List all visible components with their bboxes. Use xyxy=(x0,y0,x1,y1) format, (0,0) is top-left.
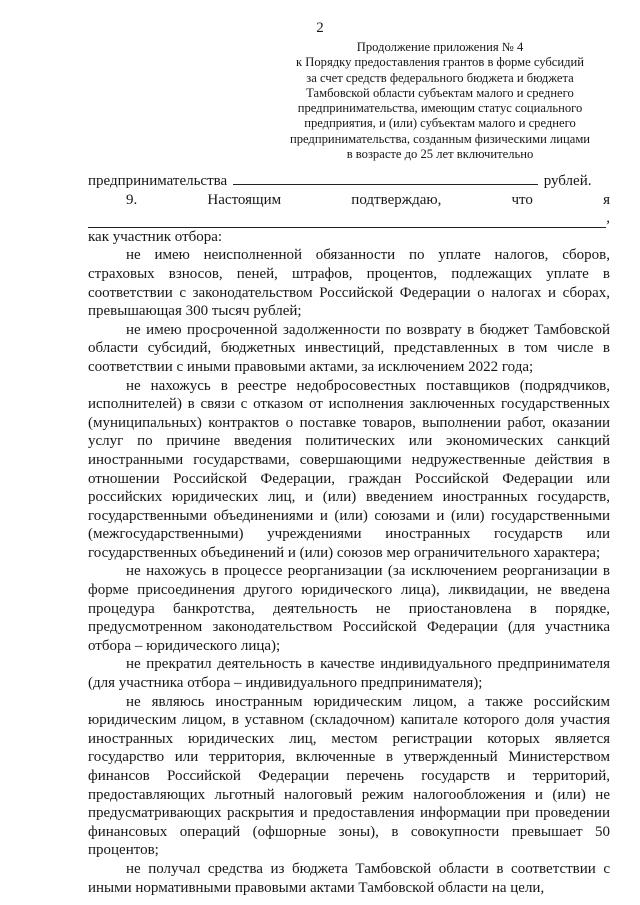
amount-blank-field xyxy=(233,172,538,185)
paragraph-foreign-entity: не являюсь иностранным юридическим лицом, а также российским юридическим лицом, в уставном (складочном) капитале которого доля участия иностранных юридических лиц, местом регистрации которых является государство или территория, включенные в утвержденный Министерством финансов Российской Федерации перечень государств и территорий, предоставляющих льготный налоговый режим налогообложения и (или) не предусматривающих раскрытия и предоставления информации при проведении финансовых операций (офшорные зоны), в совокупности превышает 50 процентов; xyxy=(88,693,610,859)
blank-comma: , xyxy=(606,210,610,227)
header-line: Тамбовской области субъектам малого и среднего xyxy=(306,85,574,100)
amount-line xyxy=(88,172,610,191)
paragraph-tax-debt: не имею неисполненной обязанности по уплате налогов, сборов, страховых взносов, пеней, штрафов, процентов, подлежащих уплате в соответствии с законодательством Российской Федерации о налогах и сборах, превышающая 300 тысяч рублей; xyxy=(88,247,610,320)
amount-prefix: предпринимательства xyxy=(88,173,228,189)
paragraph-budget-funds: не получал средства из бюджета Тамбовской области в соответствии с иными нормативными правовыми актами Тамбовской области на цели, xyxy=(88,860,610,896)
participant-name-rule xyxy=(88,214,606,228)
paragraph-entrepreneur-status: не прекратил деятельность в качестве индивидуального предпринимателя (для участника отбора – индивидуального предпринимателя); xyxy=(88,656,610,692)
header-line: предприятия, и (или) субъектам малого и среднего xyxy=(304,116,576,131)
participant-line: как участник отбора: xyxy=(88,228,223,245)
header-line: в возрасте до 25 лет включительно xyxy=(346,147,534,162)
paragraph-reorganization: не нахожусь в процессе реорганизации (за исключением реорганизации в форме присоединения другого юридического лица), ликвидации, не введена процедура банкротства, деятельность не приостановлена в порядке, предусмотренном законодательством Российской Федерации (для участника отбора – юридического лица); xyxy=(88,563,610,654)
paragraph-supplier-registry: не нахожусь в реестре недобросовестных поставщиков (подрядчиков, исполнителей) в связи с отказом от исполнения заключенных государственных (муниципальных) контрактов о поставке товаров, выполнении работ, оказании услуг по причине введения политических или экономических санкций иностранными государствами, совершающими недружественные действия в отношении Российской Федерации, граждан Российской Федерации или российских юридических лиц, и (или) введением иностранных государств, государственными объединениями и (или) союзами и (или) государственными (межгосударственными) учреждениями иностранных государств или государственных объединений и (или) союзов мер ограничительного характера; xyxy=(88,377,610,561)
paragraph-budget-debt: не имею просроченной задолженности по возврату в бюджет Тамбовской области субсидий, бюджетных инвестиций, представленных в том числе в соответствии с иными правовыми актами, за исключением 2022 года; xyxy=(88,321,610,375)
item-9-word: Настоящим xyxy=(207,191,282,208)
participant-name-blank xyxy=(88,209,610,228)
amount-suffix: рублей. xyxy=(543,173,592,189)
document-body xyxy=(88,172,610,897)
item-9-word: я xyxy=(603,191,610,208)
header-line: Продолжение приложения № 4 xyxy=(356,40,524,54)
item-9-line xyxy=(88,191,610,210)
header-line: к Порядку предоставления грантов в форме субсидий xyxy=(296,55,584,70)
appendix-header xyxy=(270,40,610,162)
item-9-word: что xyxy=(511,191,533,208)
item-9-word: 9. xyxy=(126,191,138,208)
header-line: предпринимательства, имеющим статус социального xyxy=(297,101,583,116)
item-9-word: подтверждаю, xyxy=(351,191,442,208)
header-line: предпринимательства, созданным физическими лицами xyxy=(289,131,591,146)
page-number: 2 xyxy=(316,20,324,36)
header-line: за счет средств федерального бюджета и бюджета xyxy=(306,70,574,85)
